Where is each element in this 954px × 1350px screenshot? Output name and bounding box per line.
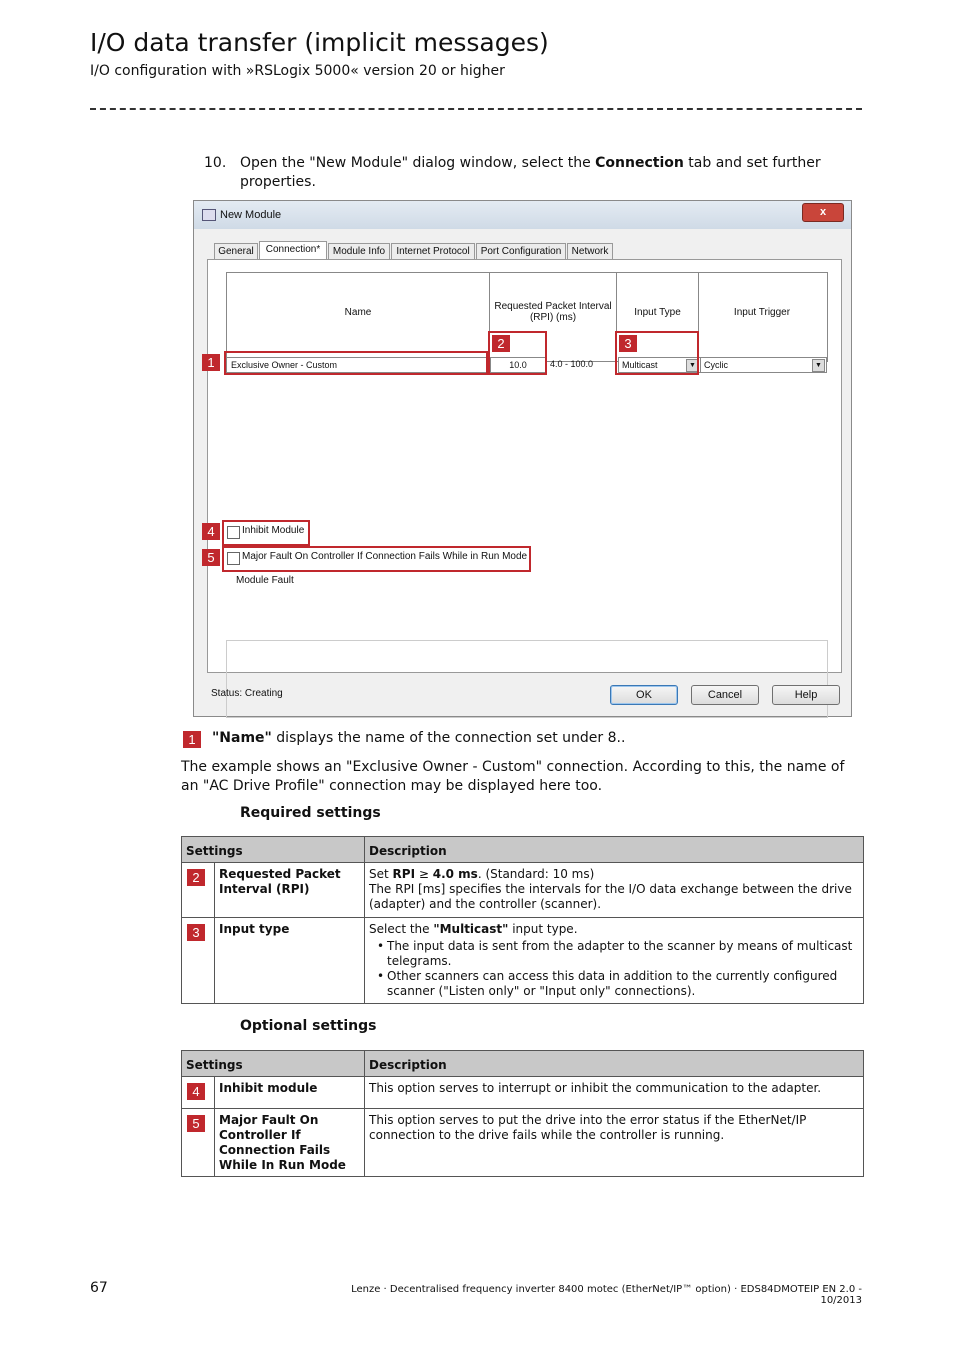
dialog-title: New Module (220, 209, 282, 221)
required-settings-table (181, 836, 864, 1004)
row-badge: 5 (187, 1115, 205, 1132)
col-settings: Settings (182, 837, 365, 863)
table-row (182, 1109, 864, 1177)
tab-general[interactable]: General (214, 243, 258, 260)
col-rpi: Requested Packet Interval (RPI) (ms) (490, 273, 617, 357)
close-button[interactable]: x (802, 203, 844, 222)
footer-text: Lenze · Decentralised frequency inverter 8400 motec (EtherNet/IP™ option) · EDS84DMOTEIP EN 2.0 - 10/2013 (351, 1284, 862, 1306)
note-badge-1: 1 (183, 731, 201, 748)
help-button[interactable]: Help (772, 685, 840, 705)
window-icon (202, 209, 216, 221)
table-row (182, 863, 864, 918)
new-module-dialog (193, 200, 852, 717)
chevron-down-icon[interactable]: ▼ (686, 359, 699, 372)
table-row (182, 918, 864, 1004)
page-subtitle: I/O configuration with »RSLogix 5000« version 20 or higher (90, 63, 505, 79)
input-type-select[interactable]: Multicast ▼ (618, 357, 701, 373)
callout-badge-5: 5 (202, 549, 220, 566)
input-trigger-select[interactable]: Cyclic ▼ (700, 357, 827, 373)
col-settings: Settings (182, 1051, 365, 1077)
tab-module-info[interactable]: Module Info (328, 243, 390, 260)
page-title: I/O data transfer (implicit messages) (90, 28, 549, 57)
callout-badge-2: 2 (492, 335, 510, 352)
callout-major-fault-box (222, 546, 531, 572)
row-badge: 4 (187, 1083, 205, 1100)
col-input-type: Input Type (617, 273, 699, 357)
table-row (182, 1077, 864, 1109)
dialog-titlebar (194, 201, 851, 229)
setting-name: Input type (215, 918, 365, 1004)
optional-settings-table (181, 1050, 864, 1177)
major-fault-label: Major Fault On Controller If Connection Fails While in Run Mode (242, 551, 528, 562)
setting-name: Requested Packet Interval (RPI) (215, 863, 365, 918)
step-number: 10. (204, 155, 227, 171)
list-item: • The input data is sent from the adapter to the scanner by means of multicast telegrams. (387, 939, 859, 969)
callout-badge-4: 4 (202, 523, 220, 540)
header-divider (90, 108, 862, 110)
tab-connection[interactable]: Connection* (259, 241, 327, 260)
inhibit-module-label: Inhibit Module (242, 525, 305, 536)
row-badge: 2 (187, 869, 205, 886)
tab-network[interactable]: Network (567, 243, 613, 260)
callout-inhibit-box (222, 520, 310, 546)
callout-badge-3: 3 (619, 335, 637, 352)
rpi-input[interactable]: 10.0 (490, 357, 546, 373)
row-badge: 3 (187, 924, 205, 941)
setting-description: Set RPI ≥ 4.0 ms. (Standard: 10 ms) The RPI [ms] specifies the intervals for the I/O data exchange between the drive (adapter) and the controller (scanner). (365, 863, 864, 918)
cancel-button[interactable]: Cancel (691, 685, 759, 705)
page-number: 67 (90, 1280, 108, 1296)
required-settings-title: Required settings (240, 805, 381, 821)
step-text: Open the "New Module" dialog window, select the Connection tab and set further properties. (240, 155, 821, 190)
module-fault-label: Module Fault (236, 575, 294, 586)
optional-settings-title: Optional settings (240, 1018, 377, 1034)
callout-name-box (224, 351, 488, 375)
connection-panel (207, 259, 842, 673)
callout-badge-1: 1 (202, 354, 220, 371)
col-input-trigger: Input Trigger (733, 307, 791, 318)
setting-description: This option serves to put the drive into the error status if the EtherNet/IP connection to the drive fails while the controller is running. (365, 1109, 864, 1177)
setting-description: Select the "Multicast" input type. • The input data is sent from the adapter to the scanner by means of multicast telegrams. • Other scanners can access this data in addition to the currently configured scanner ("Listen only" or "Input only" connections). (365, 918, 864, 1004)
list-item: • Other scanners can access this data in addition to the currently configured scanner ("Listen only" or "Input only" connections). (387, 969, 859, 999)
status-text: Status: Creating (211, 688, 283, 699)
col-name: Name (227, 273, 490, 357)
chevron-down-icon[interactable]: ▼ (812, 359, 825, 372)
tab-internet-protocol[interactable]: Internet Protocol (391, 243, 475, 260)
module-fault-group (226, 640, 828, 718)
note-1: "Name" displays the name of the connection set under 8.. (212, 730, 626, 746)
col-description: Description (365, 1051, 864, 1077)
connection-name-cell: Exclusive Owner - Custom (226, 357, 492, 373)
rpi-range: 4.0 - 100.0 (550, 359, 594, 369)
setting-name: Inhibit module (215, 1077, 365, 1109)
setting-description: This option serves to interrupt or inhibit the communication to the adapter. (365, 1077, 864, 1109)
example-paragraph: The example shows an "Exclusive Owner - Custom" connection. According to this, the name of an "AC Drive Profile" connection may be displayed here too. (181, 759, 845, 794)
col-description: Description (365, 837, 864, 863)
ok-button[interactable]: OK (610, 685, 678, 705)
tab-port-configuration[interactable]: Port Configuration (476, 243, 566, 260)
setting-name: Major Fault On Controller If Connection Fails While In Run Mode (215, 1109, 365, 1177)
